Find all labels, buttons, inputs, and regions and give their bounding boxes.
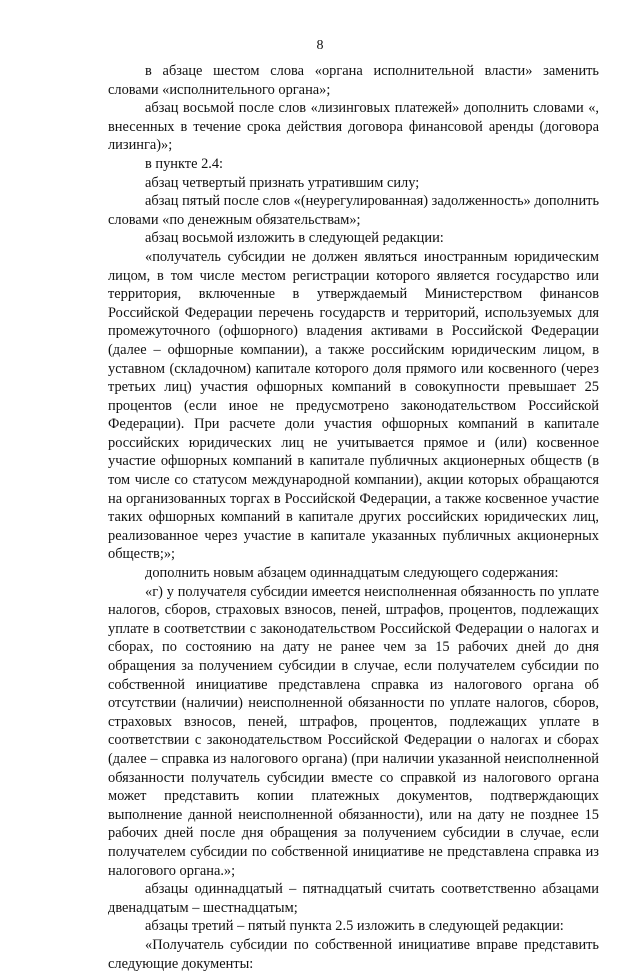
paragraph: «г) у получателя субсидии имеется неисполненная обязанность по уплате налогов, сборов, страховых взносов, пеней, штрафов, процентов, подлежащих уплате в соответствии с законодательством Российской Федерации о налогах и сборах, по состоянию на дату не ранее чем за 15 рабочих дней до дня обращения за получением субсидии в случае, если получателем субсидии по собственной инициативе представлена справка из налогового органа об отсутствии (наличии) неисполненной обязанности по уплате налогов, сборов, страховых взносов, пеней, штрафов, процентов, подлежащих уплате в соответствии с законодательством Российской Федерации о налогах и сборах (далее – справка из налогового органа) (при наличии указанной неисполненной обязанности получатель субсидии вместе со справкой из налогового органа может представить копии платежных документов, подтверждающих выполнение данной неисполненной обязанности), или на дату не позднее 15 рабочих дней после дня обращения за получением субсидии в случае, если получателем субсидии по собственной инициативе не представлена справка из налогового органа.»; [108,583,599,879]
paragraph: в абзаце шестом слова «органа исполнительной власти» заменить словами «исполнительного органа»; [108,63,599,98]
paragraph: дополнить новым абзацем одиннадцатым следующего содержания: [145,565,559,582]
paragraph: абзац четвертый признать утратившим силу; [145,174,420,191]
paragraph: в пункте 2.4: [145,155,224,172]
paragraph: абзац восьмой изложить в следующей редакции: [145,230,444,247]
document-body [108,62,599,973]
paragraph: «получатель субсидии не должен являться иностранным юридическим лицом, в том числе местом регистрации которого является государство или территория, включенные в утверждаемый Министерством финансов Российской Федерации перечень государств и территорий, используемых для промежуточного (офшорного) владения активами в Российской Федерации (далее – офшорные компании), а также российским юридическим лицом, в уставном (складочном) капитале которого доля прямого или косвенного (через третьих лиц) участия офшорных компаний в совокупности превышает 25 процентов (если иное не предусмотрено законодательством Российской Федерации). При расчете доли участия офшорных компаний в капитале российских юридических лиц не учитывается прямое и (или) косвенное участие офшорных компаний в капитале публичных акционерных обществ (в том числе со статусом международной компании), акции которых обращаются на организованных торгах в Российской Федерации, а также косвенное участие таких офшорных компаний в капитале других российских юридических лиц, реализованное через участие в капитале указанных публичных акционерных обществ;»; [108,248,599,563]
paragraph: «Получатель субсидии по собственной инициативе вправе представить следующие документы: [108,936,599,972]
paragraph: абзацы одиннадцатый – пятнадцатый считать соответственно абзацами двенадцатым – шестнадцатым; [108,881,599,916]
paragraph: абзац пятый после слов «(неурегулированная) задолженность» дополнить словами «по денежным обязательствам»; [108,193,600,228]
paragraph: абзацы третий – пятый пункта 2.5 изложить в следующей редакции: [145,918,564,935]
page-number: 8 [316,38,324,53]
paragraph: абзац восьмой после слов «лизинговых платежей» дополнить словами «, внесенных в течение срока действия договора финансовой аренды (договора лизинга)»; [108,100,599,154]
